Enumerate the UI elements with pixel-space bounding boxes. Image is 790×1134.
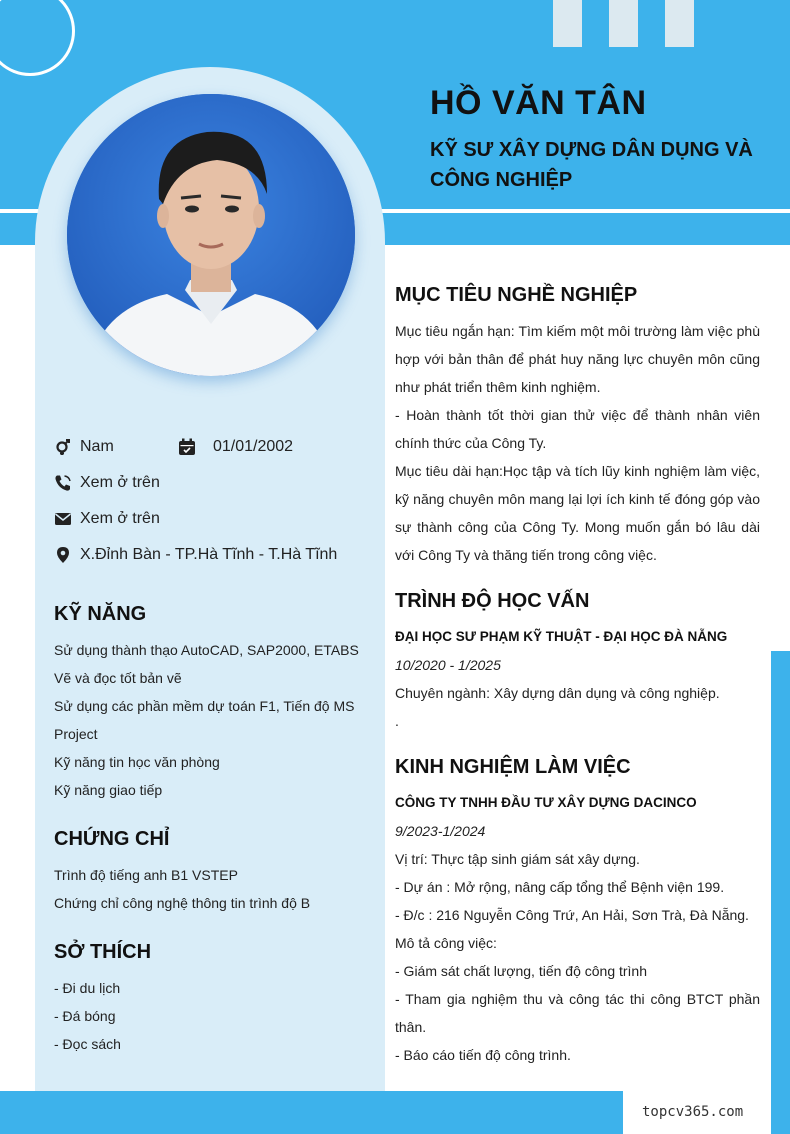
hobbies-list [54, 974, 364, 1058]
list-item: Sử dụng các phần mềm dự toán F1, Tiến độ MS Project [54, 698, 355, 742]
gender-icon [54, 438, 72, 456]
hobbies-title: SỞ THÍCH [54, 941, 152, 963]
address-row [54, 546, 337, 564]
experience-line: Vị trí: Thực tập sinh giám sát xây dựng. [395, 851, 640, 867]
address-value: X.Đỉnh Bàn - TP.Hà Tĩnh - T.Hà Tĩnh [80, 546, 338, 563]
education-text [395, 623, 760, 735]
decorative-bar [553, 0, 582, 47]
list-item: - Đọc sách [54, 1036, 121, 1052]
candidate-role: KỸ SƯ XÂY DỰNG DÂN DỤNG VÀ CÔNG NGHIỆP [430, 139, 753, 191]
certificates-list [54, 861, 364, 917]
objective-title: MỤC TIÊU NGHỀ NGHIỆP [395, 284, 638, 306]
skills-list [54, 636, 364, 804]
calendar-icon [178, 438, 196, 456]
education-extra: . [395, 713, 399, 729]
gender-value: Nam [80, 438, 114, 455]
education-period: 10/2020 - 1/2025 [395, 657, 501, 673]
phone-row [54, 474, 160, 492]
list-item: Vẽ và đọc tốt bản vẽ [54, 670, 182, 686]
experience-line: - Giám sát chất lượng, tiến độ công trình [395, 963, 648, 979]
experience-line: - Đ/c : 216 Nguyễn Công Trứ, An Hải, Sơn Trà, Đà Nẵng. [395, 907, 749, 923]
email-row [54, 510, 160, 528]
objective-paragraph: Mục tiêu ngắn hạn: Tìm kiếm một môi trường làm việc phù hợp với bản thân để phát huy năng lực chuyên môn cũng như phát triển thêm kinh nghiệm. [395, 323, 760, 395]
dob-row [178, 438, 293, 456]
experience-line: - Báo cáo tiến độ công trình. [395, 1047, 571, 1063]
list-item: - Đá bóng [54, 1008, 116, 1024]
experience-text [395, 789, 760, 1069]
decorative-bar [665, 0, 694, 47]
experience-line: - Tham gia nghiệm thu và công tác thi công BTCT phần thân. [395, 991, 760, 1035]
school-name: ĐẠI HỌC SƯ PHẠM KỸ THUẬT - ĐẠI HỌC ĐÀ NẴNG [395, 629, 728, 644]
list-item: Kỹ năng giao tiếp [54, 782, 163, 798]
objective-paragraph: Mục tiêu dài hạn:Học tập và tích lũy kinh nghiệm làm việc, kỹ năng chuyên môn mang lại lợi ích kinh tế đóng góp vào sự thành công của Công Ty. Mong muốn gắn bó lâu dài với Công Ty và thăng tiến trong công việc. [395, 463, 760, 563]
profile-photo [67, 94, 355, 376]
list-item: Sử dụng thành thạo AutoCAD, SAP2000, ETABS [54, 642, 359, 658]
email-value: Xem ở trên [80, 510, 160, 527]
education-major: Chuyên ngành: Xây dựng dân dụng và công nghiệp. [395, 685, 720, 701]
footer-brand: topcv365.com [642, 1104, 744, 1120]
decorative-bar [609, 0, 638, 47]
objective-text [395, 317, 760, 569]
education-title: TRÌNH ĐỘ HỌC VẤN [395, 590, 590, 612]
list-item: Kỹ năng tin học văn phòng [54, 754, 220, 770]
email-icon [54, 510, 72, 528]
list-item: Trình độ tiếng anh B1 VSTEP [54, 867, 238, 883]
phone-icon [54, 474, 72, 492]
list-item: Chứng chỉ công nghệ thông tin trình độ B [54, 895, 311, 911]
experience-line: Mô tả công việc: [395, 935, 497, 951]
company-name: CÔNG TY TNHH ĐẦU TƯ XÂY DỰNG DACINCO [395, 795, 697, 810]
location-pin-icon [54, 546, 72, 564]
objective-paragraph: - Hoàn thành tốt thời gian thử việc để thành nhân viên chính thức của Công Ty. [395, 407, 760, 451]
certificates-title: CHỨNG CHỈ [54, 828, 170, 850]
candidate-name: HỒ VĂN TÂN [430, 84, 647, 122]
footer-band [0, 1091, 623, 1134]
phone-value: Xem ở trên [80, 474, 160, 491]
dob-value: 01/01/2002 [213, 438, 294, 455]
experience-period: 9/2023-1/2024 [395, 823, 486, 839]
list-item: - Đi du lịch [54, 980, 121, 996]
gender-row [54, 438, 114, 456]
skills-title: KỸ NĂNG [54, 603, 147, 625]
experience-line: - Dự án : Mở rộng, nâng cấp tổng thể Bệnh viện 199. [395, 879, 725, 895]
decorative-stripe [771, 651, 790, 1134]
experience-title: KINH NGHIỆM LÀM VIỆC [395, 756, 631, 778]
